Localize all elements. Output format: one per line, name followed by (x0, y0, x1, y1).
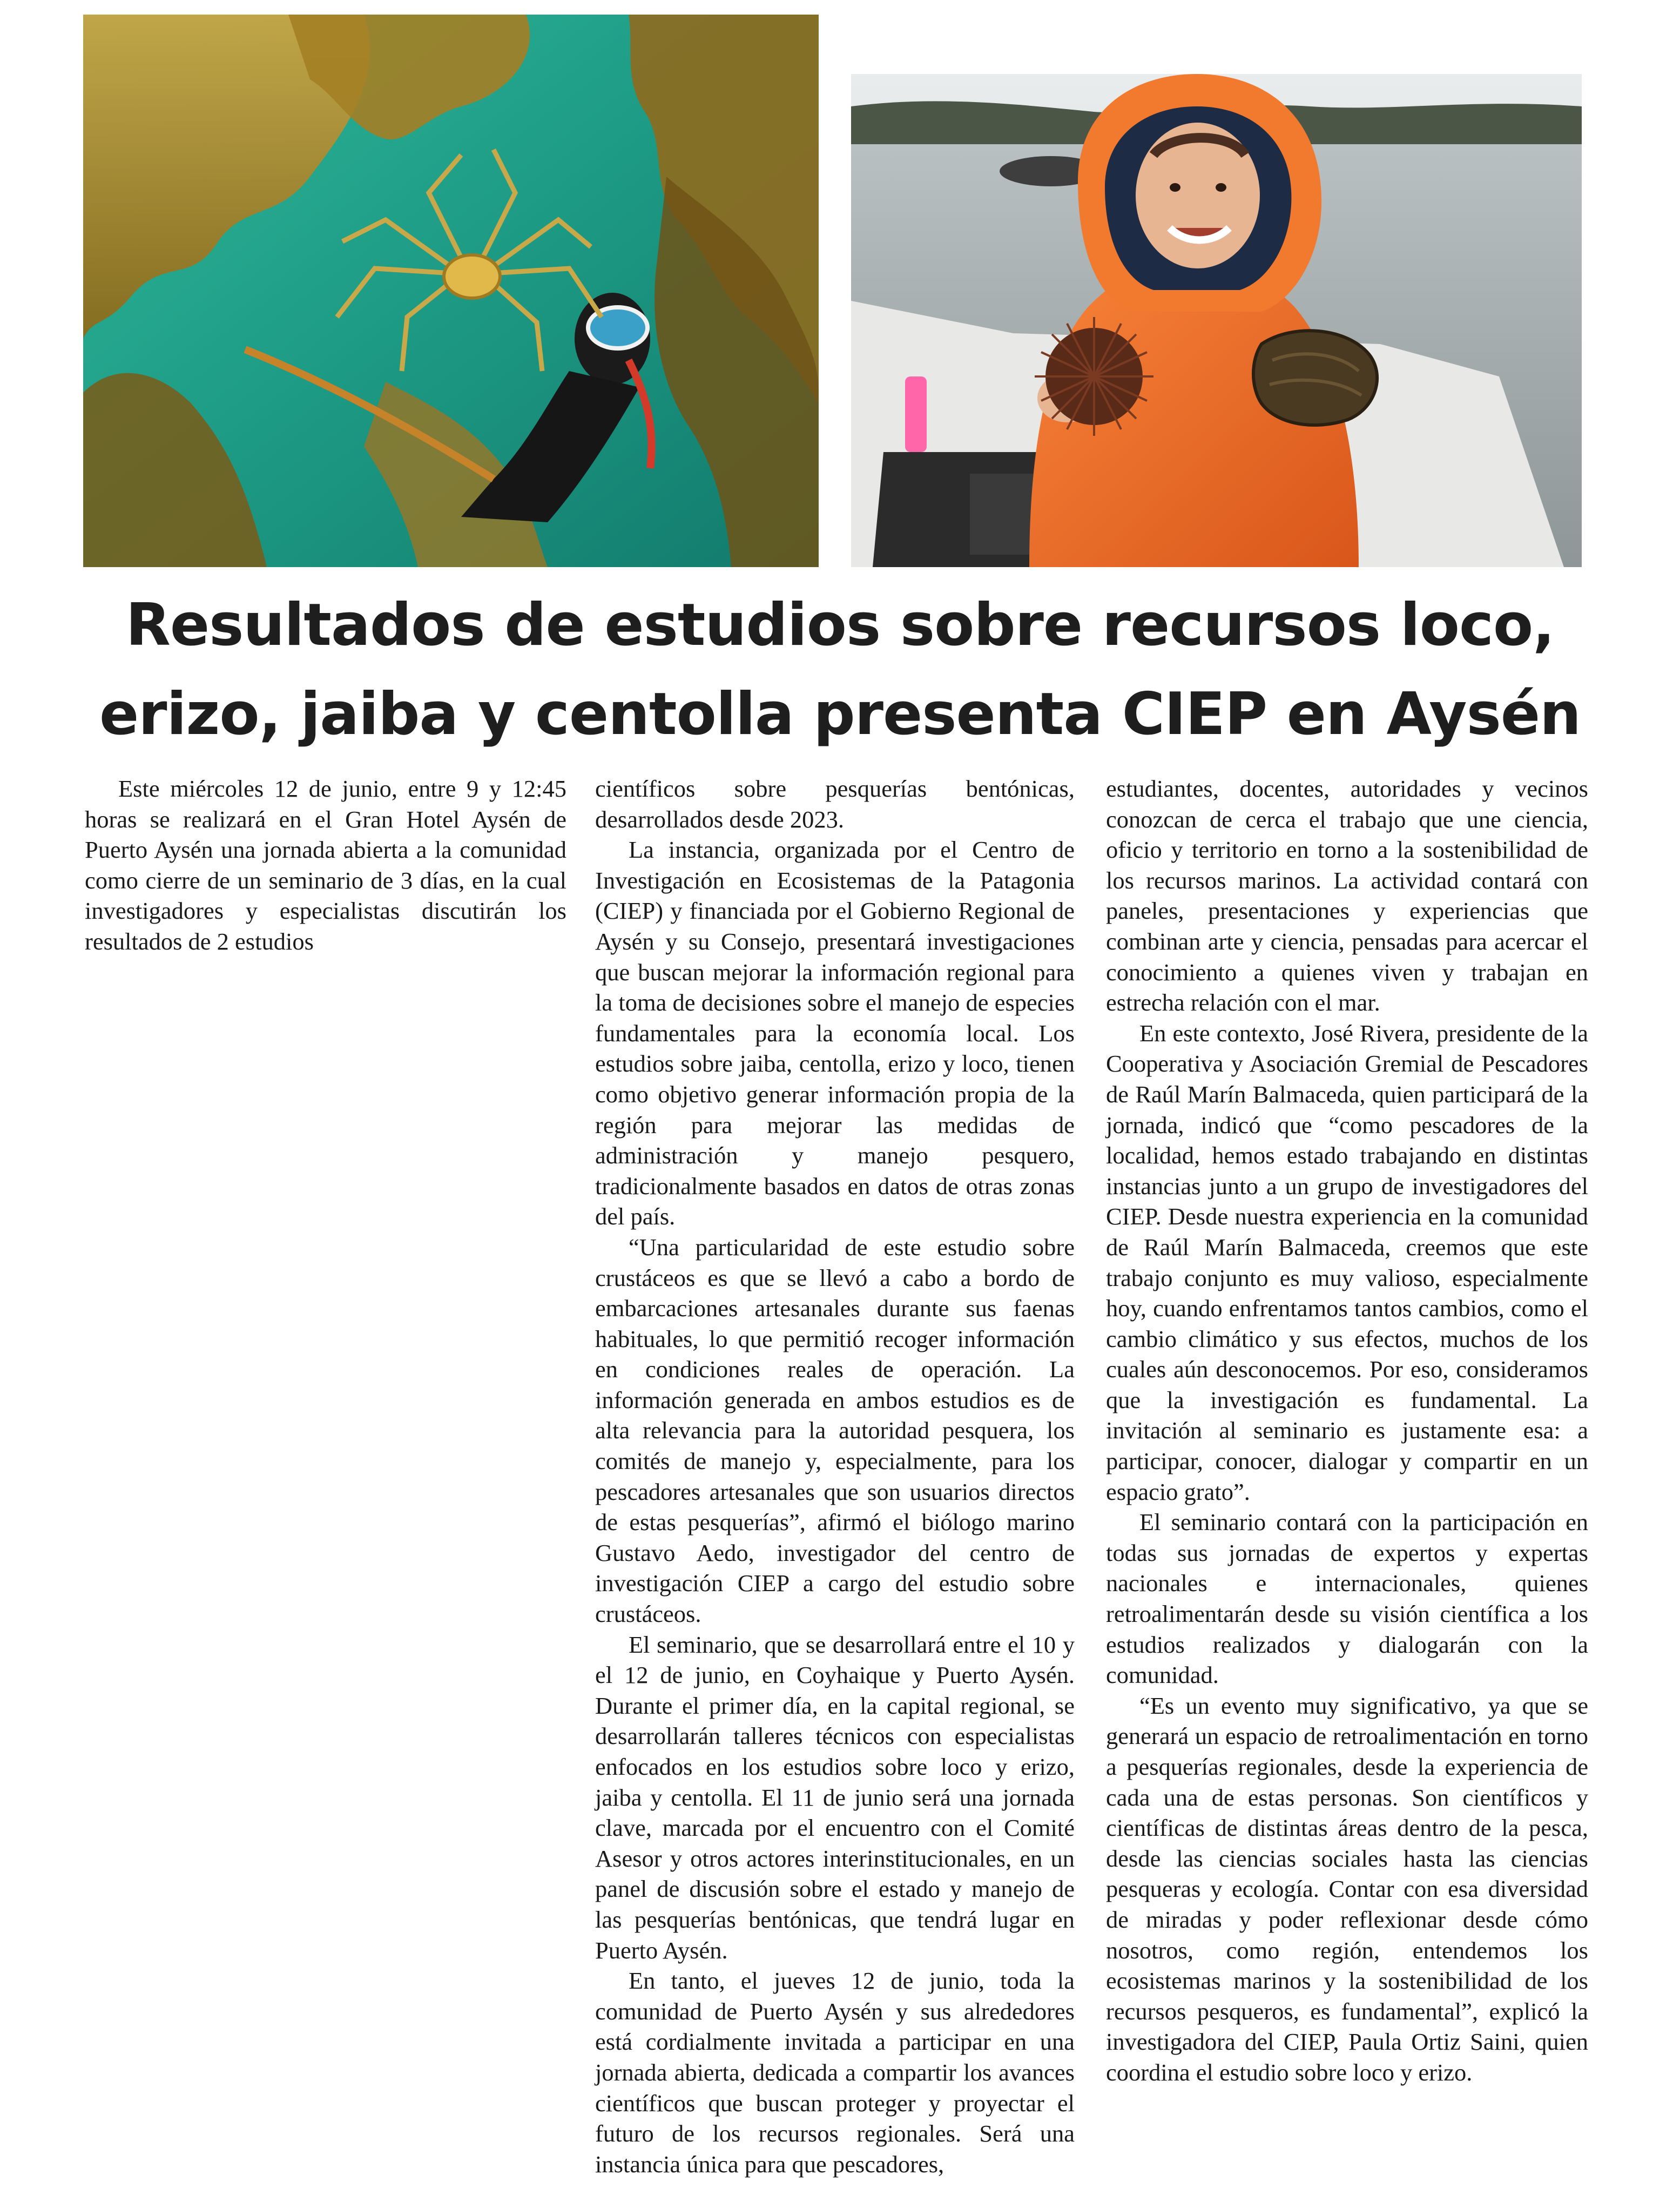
paragraph-quote-ortiz: “Es un evento muy significativo, ya que se generará un espacio de retroalimentación en torno a pesquerías regionales, desde la experiencia de cada una de estas personas. Son científicos y científicas de distintas áreas dentro de la pesca, desde las ciencias sociales hasta las ciencias pesqueras y ecología. Contar con esa diversidad de miradas y poder reflexionar desde cómo nosotros, como región, entendemos los ecosistemas marinos y la sostenibilidad de los recursos pesqueros, es fundamental”, explicó la investigadora del CIEP, Paula Ortiz Saini, quien coordina el estudio sobre loco y erizo. (1106, 1692, 1588, 2086)
paragraph: La instancia, organizada por el Centro de Investigación en Ecosistemas de la Patagonia (CIEP) y financiada por el Gobierno Regional de Aysén y su Consejo, presentará investigaciones que buscan mejorar la información regional para la toma de decisiones sobre el manejo de especies fundamentales para la economía local. Los estudios sobre jaiba, centolla, erizo y loco, tienen como objetivo generar información propia de la región para mejorar las medidas de administración y manejo pesquero, tradicionalmente basados en datos de otras zonas del país. (595, 836, 1075, 1230)
paragraph-quote-rivera: En este contexto, José Rivera, presidente de la Cooperativa y Asociación Gremial de Pescadores de Raúl Marín Balmaceda, quien participará de la jornada, indicó que “como pescadores de la localidad, hemos estado trabajando en distintas instancias junto a un grupo de investigadores del CIEP. Desde nuestra experiencia en la comunidad de Raúl Marín Balmaceda, creemos que este trabajo conjunto es muy valioso, especialmente hoy, cuando enfrentamos tantos cambios, como el cambio climático y sus efectos, muchos de los cuales aún desconocemos. Por eso, consideramos que la investigación es fundamental. La invitación al seminario es justamente esa: a participar, conocer, dialogar y compartir en un espacio grato”. (1106, 1019, 1588, 1505)
paragraph: El seminario, que se desarrollará entre el 10 y el 12 de junio, en Coyhaique y Puerto Aysén. Durante el primer día, en la capital regional, se desarrollarán talleres técnicos con especialistas enfocados en los estudios sobre loco y erizo, jaiba y centolla. El 11 de junio será una jornada clave, marcada por el encuentro con el Comité Asesor y otros actores interinstitucionales, en un panel de discusión sobre el estado y manejo de las pesquerías bentónicas, que tendrá lugar en Puerto Aysén. (595, 1631, 1075, 1964)
article-column-1 (85, 773, 566, 957)
photo-diver-with-crab (83, 15, 819, 567)
article-column-3 (1106, 773, 1588, 2088)
paragraph-continued: científicos sobre pesquerías bentónicas, desarrollados desde 2023. (595, 775, 1075, 833)
paragraph-quote-aedo: “Una particularidad de este estudio sobre crustáceos es que se llevó a cabo a bordo de embarcaciones artesanales durante sus faenas habituales, lo que permitió recoger información en condiciones reales de operación. La información generada en ambos estudios es de alta relevancia para la autoridad pesquera, los comités de manejo y, especialmente, para los pescadores artesanales que son usuarios directos de estas pesquerías”, afirmó el biólogo marino Gustavo Aedo, investigador del centro de investigación CIEP a cargo del estudio sobre crustáceos. (595, 1233, 1075, 1628)
paragraph-continued: estudiantes, docentes, autoridades y vecinos conozcan de cerca el trabajo que une ciencia, oficio y territorio en torno a la sostenibilidad de los recursos marinos. La actividad contará con paneles, presentaciones y experiencias que combinan arte y ciencia, pensadas para acercar el conocimiento a quienes viven y trabajan en estrecha relación con el mar. (1106, 775, 1588, 1016)
paragraph: En tanto, el jueves 12 de junio, toda la comunidad de Puerto Aysén y sus alrededores está cordialmente invitada a participar en una jornada abierta, dedicada a compartir los avances científicos que buscan proteger y proyectar el futuro de los recursos regionales. Será una instancia única para que pescadores, (595, 1967, 1075, 2178)
article-column-2 (595, 773, 1075, 2179)
photo-researcher-holding-urchin-and-loco (851, 74, 1582, 567)
paragraph: Este miércoles 12 de junio, entre 9 y 12:45 horas se realizará en el Gran Hotel Aysén de Puerto Aysén una jornada abierta a la comunidad como cierre de un seminario de 3 días, en la cual investigadores y especialistas discutirán los resultados de 2 estudios (85, 775, 566, 955)
paragraph: El seminario contará con la participación en todas sus jornadas de expertos y expertas nacionales e internacionales, quienes retroalimentarán desde su visión científica a los estudios realizados y dialogarán con la comunidad. (1106, 1508, 1588, 1689)
headline-line-1: Resultados de estudios sobre recursos loco, (125, 591, 1555, 659)
headline-line-2: erizo, jaiba y centolla presenta CIEP en Aysén (99, 681, 1581, 748)
headline (65, 581, 1615, 759)
